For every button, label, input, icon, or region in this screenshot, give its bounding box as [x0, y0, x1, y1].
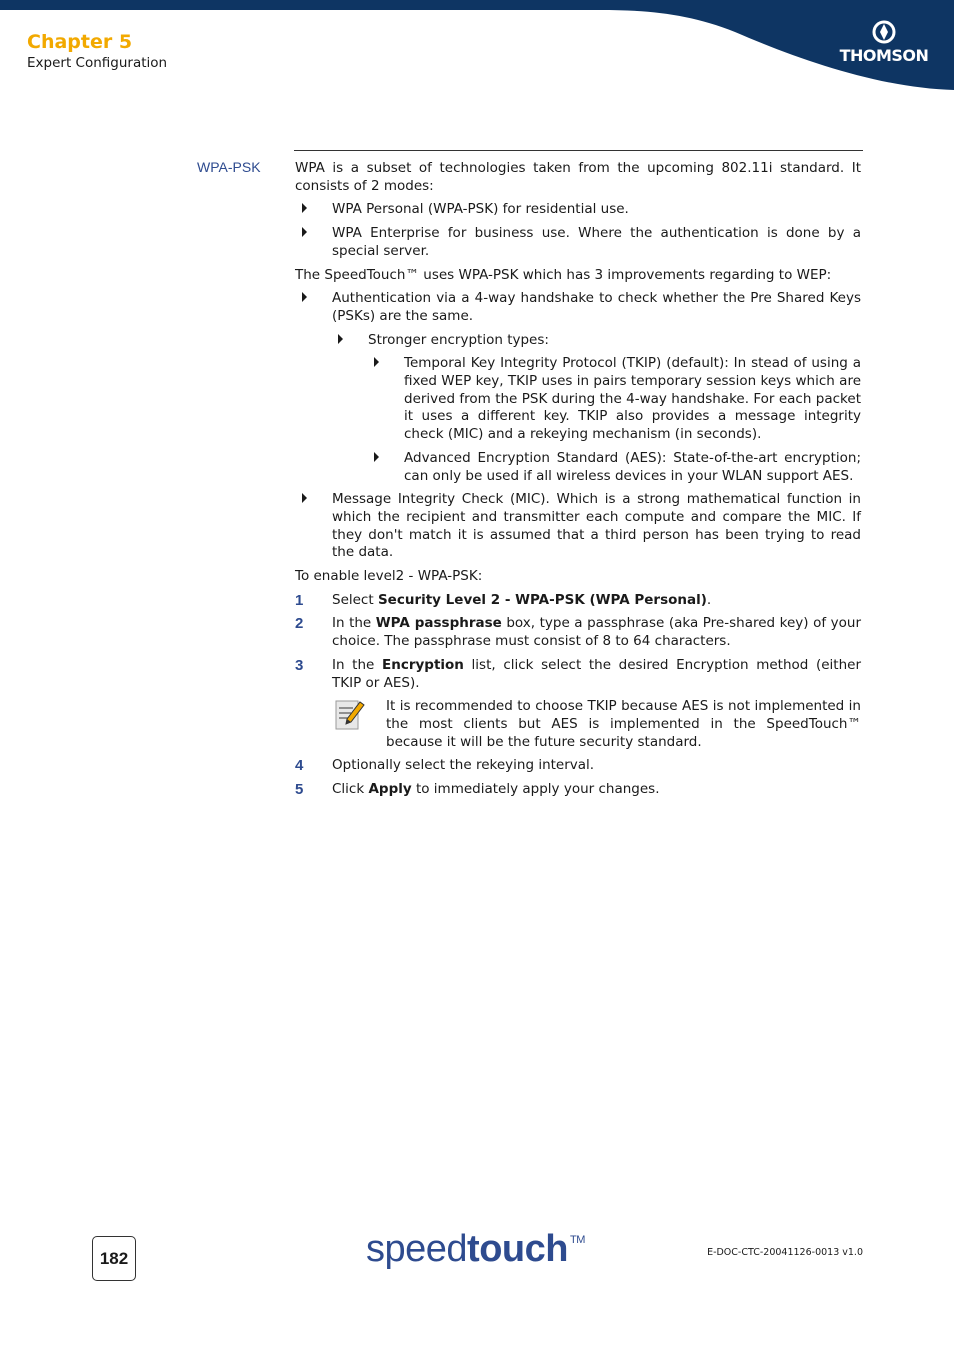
enable-paragraph: To enable level2 - WPA-PSK:: [295, 568, 483, 585]
step-number: 1: [295, 591, 304, 609]
procedure-step: 5 Click Apply to immediately apply your changes.: [295, 781, 660, 799]
bullet-arrow-icon: [338, 334, 343, 344]
section-body: [295, 160, 861, 805]
bullet-arrow-icon: [374, 452, 379, 462]
note-block: It is recommended to choose TKIP because AES is not implemented in the most clients but AES is implemented in the SpeedTouch™ because it will be the future security standard.: [295, 698, 861, 751]
document-reference: E-DOC-CTC-20041126-0013 v1.0: [707, 1247, 863, 1258]
chapter-title: Chapter 5: [27, 31, 133, 53]
section-rule: [294, 150, 863, 151]
bullet-arrow-icon: [302, 292, 307, 302]
list-item: Message Integrity Check (MIC). Which is a strong mathematical function in which the recipient and transmitter each compute and compare the MIC. If they don't match it is assumed that a third person has been trying to read the data.: [295, 491, 861, 562]
procedure-step: 4 Optionally select the rekeying interval.: [295, 757, 595, 775]
improvements-paragraph: The SpeedTouch™ uses WPA-PSK which has 3 improvements regarding to WEP:: [295, 266, 832, 283]
speedtouch-logo: speedtouch ™: [366, 1228, 585, 1270]
list-item: Temporal Key Integrity Protocol (TKIP) (default): In stead of using a fixed WEP key, TKIP uses in pairs temporary session keys which are derived from the PSK during the 4-way handshake. For each packet it uses a different key. TKIP also provides a message integrity check (MIC) and a rekeying mechanism (in seconds).: [295, 355, 861, 444]
thomson-emblem-icon: [872, 20, 896, 44]
step-number: 4: [295, 757, 304, 775]
bullet-arrow-icon: [302, 227, 307, 237]
bullet-arrow-icon: [302, 493, 307, 503]
bullet-arrow-icon: [374, 357, 379, 367]
list-item: Authentication via a 4-way handshake to check whether the Pre Shared Keys (PSKs) are the same.: [295, 290, 861, 325]
pencil-note-icon: [335, 697, 365, 733]
procedure-step: 1 Select Security Level 2 - WPA-PSK (WPA Personal).: [295, 591, 712, 609]
step-number: 3: [295, 656, 304, 674]
procedure-step: 3 In the Encryption list, click select the desired Encryption method (either TKIP or AES).: [295, 656, 862, 691]
intro-paragraph: WPA is a subset of technologies taken from the upcoming 802.11i standard. It consists of 2 modes:: [295, 160, 861, 194]
step-number: 5: [295, 781, 304, 799]
brand-name: THOMSON: [839, 46, 929, 65]
bullet-arrow-icon: [302, 203, 307, 213]
step-number: 2: [295, 615, 304, 633]
list-item: Stronger encryption types:: [295, 332, 861, 350]
chapter-subtitle: Expert Configuration: [27, 55, 168, 71]
procedure-step: 2 In the WPA passphrase box, type a passphrase (aka Pre-shared key) of your choice. The passphrase must consist of 8 to 64 characters.: [295, 615, 861, 650]
header-banner: [0, 0, 954, 95]
list-item: WPA Personal (WPA-PSK) for residential use.: [295, 201, 861, 219]
list-item: WPA Enterprise for business use. Where the authentication is done by a special server.: [295, 225, 861, 260]
section-heading: WPA-PSK: [197, 159, 261, 175]
list-item: Advanced Encryption Standard (AES): State-of-the-art encryption; can only be used if all wireless devices in your WLAN support AES.: [295, 450, 861, 485]
brand-logo: [832, 20, 936, 70]
page-number: 182: [92, 1236, 136, 1281]
